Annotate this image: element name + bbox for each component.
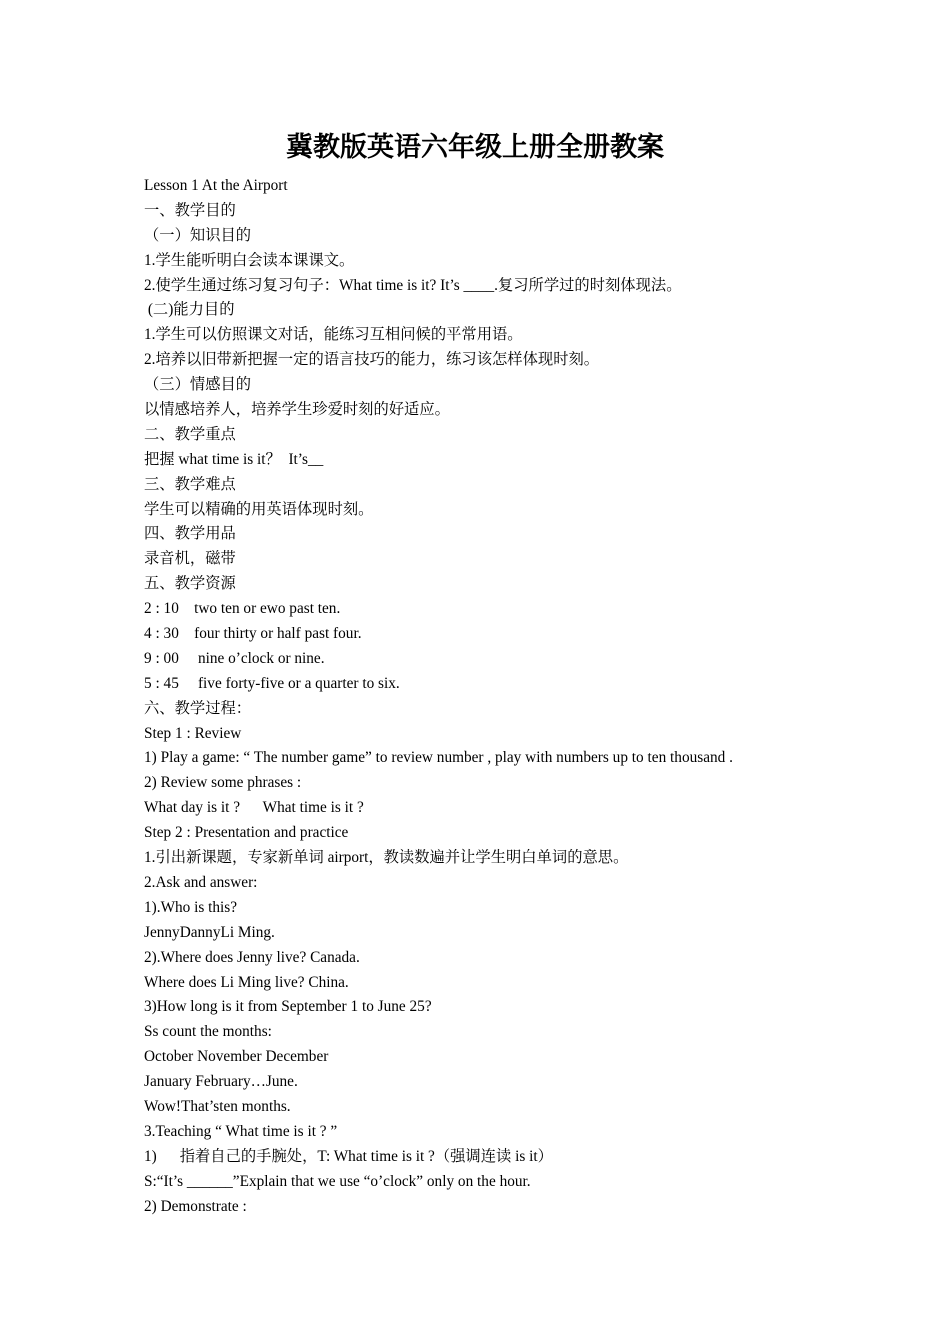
document-body (144, 174, 864, 1219)
text-line: 1.引出新课题，专家新单词 airport，教读数遍并让学生明白单词的意思。 (144, 849, 629, 867)
text-line: October November December (144, 1048, 329, 1066)
text-line: S:“It’s ______”Explain that we use “o’clock” only on the hour. (144, 1172, 531, 1190)
section-heading: 一、教学目的 (144, 201, 236, 219)
section-heading: 四、教学用品 (144, 525, 236, 543)
text-line: 1.学生可以仿照课文对话，能练习互相问候的平常用语。 (144, 326, 523, 344)
subsection-heading: （三）情感目的 (144, 376, 252, 394)
text-line: January February…June. (144, 1073, 298, 1091)
text-line: 2.使学生通过练习复习句子：What time is it? It’s ____.复习所学过的时刻体现法。 (144, 276, 682, 294)
text-line: 3)How long is it from September 1 to June 25? (144, 998, 432, 1016)
step-heading: Step 1 : Review (144, 724, 242, 742)
text-line: Where does Li Ming live? China. (144, 973, 349, 991)
text-line: 以情感培养人，培养学生珍爱时刻的好适应。 (144, 401, 450, 419)
text-line: 5 : 45 five forty-five or a quarter to six. (144, 674, 400, 692)
text-line: 9 : 00 nine o’clock or nine. (144, 649, 325, 667)
text-line: 4 : 30 four thirty or half past four. (144, 625, 362, 643)
text-line: Wow!That’sten months. (144, 1097, 291, 1115)
text-line: 3.Teaching “ What time is it ? ” (144, 1122, 338, 1140)
text-line: What day is it ? What time is it ? (144, 799, 364, 817)
text-line: 1).Who is this? (144, 898, 238, 916)
text-line: 录音机，磁带 (144, 550, 236, 568)
step-heading: Step 2 : Presentation and practice (144, 824, 349, 842)
text-line: 2) Review some phrases : (144, 774, 302, 792)
document-title: 冀教版英语六年级上册全册教案 (286, 132, 664, 163)
text-line: 学生可以精确的用英语体现时刻。 (144, 500, 374, 518)
text-line: 2).Where does Jenny live? Canada. (144, 948, 360, 966)
text-line: 1) Play a game: “ The number game” to review number , play with numbers up to ten thousand . (144, 749, 733, 767)
subsection-heading: （一）知识目的 (144, 226, 252, 244)
text-line: 2.Ask and answer: (144, 873, 258, 891)
text-line: 2 : 10 two ten or ewo past ten. (144, 600, 341, 618)
text-line: 2) Demonstrate : (144, 1197, 247, 1215)
text-line: JennyDannyLi Ming. (144, 923, 275, 941)
subsection-heading: (二)能力目的 (144, 301, 235, 319)
section-heading: 六、教学过程： (144, 699, 252, 717)
text-line: 1.学生能听明白会读本课课文。 (144, 251, 355, 269)
text-line: 1) 指着自己的手腕处，T: What time is it ?（强调连读 is it） (144, 1147, 553, 1165)
text-line: 把握 what time is it？ It’s__ (144, 450, 324, 468)
text-line: Ss count the months: (144, 1023, 272, 1041)
section-heading: 三、教学难点 (144, 475, 236, 493)
text-line: 2.培养以旧带新把握一定的语言技巧的能力，练习该怎样体现时刻。 (144, 351, 600, 369)
section-heading: 二、教学重点 (144, 425, 236, 443)
section-heading: 五、教学资源 (144, 575, 236, 593)
lesson-heading: Lesson 1 At the Airport (144, 177, 288, 194)
